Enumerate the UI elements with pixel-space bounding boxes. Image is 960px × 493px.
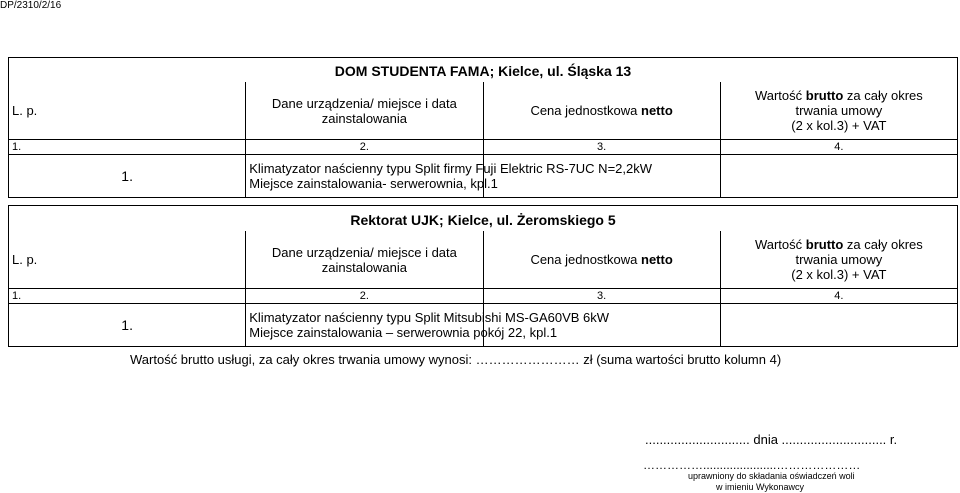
table-row <box>9 304 958 347</box>
col-number: 4. <box>720 289 957 304</box>
header-total-value: Wartość brutto za cały okres trwania umowy (2 x kol.3) + VAT <box>720 231 957 289</box>
header-description: Dane urządzenia/ miejsce i data zainstalowania <box>246 231 483 289</box>
col-number: 3. <box>483 289 720 304</box>
table-row <box>9 155 958 198</box>
item-location: Miejsce zainstalowania- serwerownia, kpl.1 <box>249 176 498 191</box>
title-row <box>9 206 958 232</box>
header-lp: L. p. <box>9 82 246 140</box>
col-number: 3. <box>483 140 720 155</box>
col-number: 1. <box>9 140 246 155</box>
signature-caption: uprawniony do składania oświadczeń woli <box>688 471 855 481</box>
signature-line: ……………......................………………… <box>643 458 861 472</box>
col-number: 2. <box>246 289 483 304</box>
section-title: Rektorat UJK; Kielce, ul. Żeromskiego 5 <box>350 212 616 228</box>
pricing-table <box>8 205 958 347</box>
pricing-table <box>8 57 958 198</box>
column-number-row <box>9 289 958 304</box>
col-number: 1. <box>9 289 246 304</box>
header-row <box>9 231 958 289</box>
item-index: 1. <box>9 304 246 347</box>
header-unit-price: Cena jednostkowa netto <box>483 82 720 140</box>
document-reference: DP/2310/2/16 <box>0 0 62 11</box>
header-description: Dane urządzenia/ miejsce i data zainstalowania <box>246 82 483 140</box>
item-device: Klimatyzator naścienny typu Split firmy Fuji Elektric RS-7UC N=2,2kW <box>249 161 653 176</box>
section-dom-studenta <box>8 57 958 191</box>
section-rektorat <box>8 205 958 340</box>
item-index: 1. <box>9 155 246 198</box>
item-total-value-cell[interactable] <box>720 155 957 198</box>
header-lp: L. p. <box>9 231 246 289</box>
item-description <box>246 155 653 198</box>
item-location: Miejsce zainstalowania – serwerownia pokój 22, kpl.1 <box>249 325 558 340</box>
date-line: ............................. dnia ............................. r. <box>645 432 898 447</box>
total-summary-line: Wartość brutto usługi, za cały okres trwania umowy wynosi: …………………… zł (suma wartości brutto kolumn 4) <box>130 352 782 367</box>
title-row <box>9 58 958 83</box>
col-number: 2. <box>246 140 483 155</box>
column-number-row <box>9 140 958 155</box>
section-title: DOM STUDENTA FAMA; Kielce, ul. Śląska 13 <box>334 63 632 79</box>
col-number: 4. <box>720 140 957 155</box>
item-device: Klimatyzator naścienny typu Split Mitsubishi MS-GA60VB 6kW <box>249 310 610 325</box>
signature-caption-company: w imieniu Wykonawcy <box>716 482 804 492</box>
header-row <box>9 82 958 140</box>
header-unit-price: Cena jednostkowa netto <box>483 231 720 289</box>
header-total-value: Wartość brutto za cały okres trwania umowy (2 x kol.3) + VAT <box>720 82 957 140</box>
item-description <box>246 304 610 347</box>
item-total-value-cell[interactable] <box>720 304 957 347</box>
